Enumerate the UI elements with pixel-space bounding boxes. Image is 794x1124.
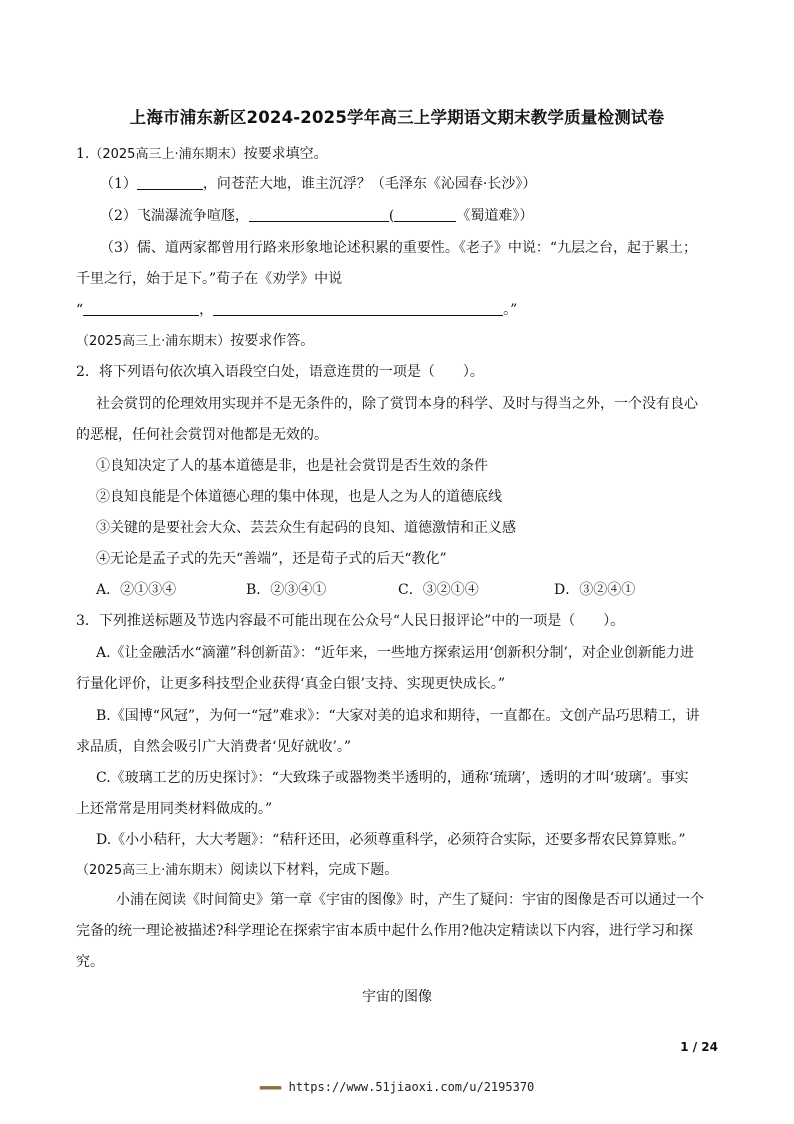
q3-option-c-line2[interactable]: 上还常常是用同类材料做成的。” bbox=[76, 801, 273, 817]
q1-item-3-line1: （3）儒、道两家都曾用行路来形象地论述积累的重要性。《老子》中说：“九层之台，起于累土； bbox=[100, 240, 698, 256]
q2-option-c[interactable]: C．③②①④ bbox=[398, 582, 479, 598]
footer-url[interactable]: https://www.51jiaoxi.com/u/2195370 bbox=[288, 1080, 535, 1094]
q3-stem: 3．下列推送标题及节选内容最不可能出现在公众号“人民日报评论”中的一项是（ ）。 bbox=[76, 613, 625, 629]
q3-option-d-line1[interactable]: D.《小小秸秆，大大考题》：“秸秆还田，必须尊重科学，必须符合实际，还要多帮农民算算账。” bbox=[96, 832, 686, 848]
answer-blank[interactable] bbox=[83, 300, 199, 316]
q2-passage-line1: 社会赏罚的伦理效用实现并不是无条件的，除了赏罚本身的科学、及时与得当之外，一个没有良心 bbox=[96, 396, 698, 412]
section-3-header bbox=[76, 860, 398, 881]
open-quote: “ bbox=[76, 302, 84, 318]
q1-item-1 bbox=[100, 174, 536, 194]
q3-option-b-line1[interactable]: B.《国博“风冠”，为何一“冠”难求》：“大家对美的追求和期待，一直都在。文创产品巧思精工，讲 bbox=[96, 708, 700, 724]
q1-item-2 bbox=[100, 206, 533, 226]
section-3-source-tag: （2025高三上·浦东期末） bbox=[76, 863, 231, 878]
q2-option-d[interactable]: D．③②④① bbox=[554, 582, 636, 598]
footer bbox=[0, 1080, 794, 1094]
q2-sentence-2: ②良知良能是个体道德心理的集中体现，也是人之为人的道德底线 bbox=[96, 489, 502, 505]
q2-option-b[interactable]: B．②③④① bbox=[246, 582, 327, 598]
q2-options bbox=[96, 580, 635, 600]
q2-sentence-3: ③关键的是要社会大众、芸芸众生有起码的良知、道德激情和正义感 bbox=[96, 520, 516, 536]
q1-item-1-text: ，问苍茫大地，谁主沉浮？（毛泽东《沁园春·长沙》） bbox=[202, 176, 537, 192]
q1-item-3-blanks bbox=[76, 300, 517, 320]
close-quote: 。” bbox=[503, 302, 518, 318]
q3-option-a-line1[interactable]: A.《让金融活水“滴灌”科创新苗》：“近年来，一些地方探索运用‘创新积分制’，对企业创新能力进 bbox=[96, 645, 694, 661]
reading-line1: 小浦在阅读《时间简史》第一章《宇宙的图像》时，产生了疑问：宇宙的图像是否可以通过一个 bbox=[116, 892, 704, 908]
q1-item-2-source: 《蜀道难》） bbox=[456, 208, 534, 224]
q3-option-b-line2[interactable]: 求品质，自然会吸引广大消费者‘见好就收’。” bbox=[76, 739, 352, 755]
q2-sentence-1: ①良知决定了人的基本道德是非，也是社会赏罚是否生效的条件 bbox=[96, 458, 488, 474]
q2-stem: 2．将下列语句依次填入语段空白处，语意连贯的一项是（ ）。 bbox=[76, 364, 484, 380]
q1-item-1-label: （1） bbox=[100, 176, 137, 192]
reading-subtitle: 宇宙的图像 bbox=[362, 989, 432, 1005]
answer-blank[interactable] bbox=[213, 300, 503, 316]
answer-blank[interactable] bbox=[137, 174, 203, 190]
page-number: 1 / 24 bbox=[680, 1040, 718, 1054]
q1-source-tag: （2025高三上·浦东期末） bbox=[89, 147, 244, 162]
q2-passage-line2: 的恶棍，任何社会赏罚对他都是无效的。 bbox=[76, 427, 328, 443]
q1-item-2-text: （2）飞湍瀑流争喧豗， bbox=[100, 208, 249, 224]
comma: ， bbox=[199, 302, 214, 318]
q1-item-2-paren: ( bbox=[388, 208, 395, 224]
q3-option-a-line2[interactable]: 行量化评价，让更多科技型企业获得‘真金白银’支持、实现更快成长。” bbox=[76, 676, 506, 692]
q1-header bbox=[76, 144, 328, 165]
q1-instruction: 按要求填空。 bbox=[243, 146, 328, 162]
answer-blank[interactable] bbox=[394, 206, 456, 222]
footer-mark: ▬▬▬ bbox=[259, 1080, 289, 1094]
q3-option-c-line1[interactable]: C.《玻璃工艺的历史探讨》：“大致珠子或器物类半透明的，通称‘琉璃’，透明的才叫‘玻璃’。事实 bbox=[96, 770, 689, 786]
reading-line2: 完备的统一理论被描述?科学理论在探索宇宙本质中起什么作用?他决定精读以下内容，进行学习和探 bbox=[76, 923, 694, 939]
reading-line3: 究。 bbox=[76, 954, 104, 970]
q1-item-3-line2: 千里之行，始于足下。”荀子在《劝学》中说 bbox=[76, 271, 343, 287]
section-2-source-tag: （2025高三上·浦东期末） bbox=[76, 334, 231, 349]
q2-option-a[interactable]: A．②①③④ bbox=[96, 582, 177, 598]
section-2-header bbox=[76, 331, 314, 352]
q2-sentence-4: ④无论是孟子式的先天“善端”，还是荀子式的后天“教化” bbox=[96, 551, 447, 567]
q1-number: 1. bbox=[76, 146, 90, 162]
page-title: 上海市浦东新区2024-2025学年高三上学期语文期末教学质量检测试卷 bbox=[129, 108, 665, 127]
answer-blank[interactable] bbox=[249, 206, 389, 222]
section-3-instruction: 阅读以下材料，完成下题。 bbox=[230, 862, 399, 878]
section-2-instruction: 按要求作答。 bbox=[230, 333, 315, 349]
